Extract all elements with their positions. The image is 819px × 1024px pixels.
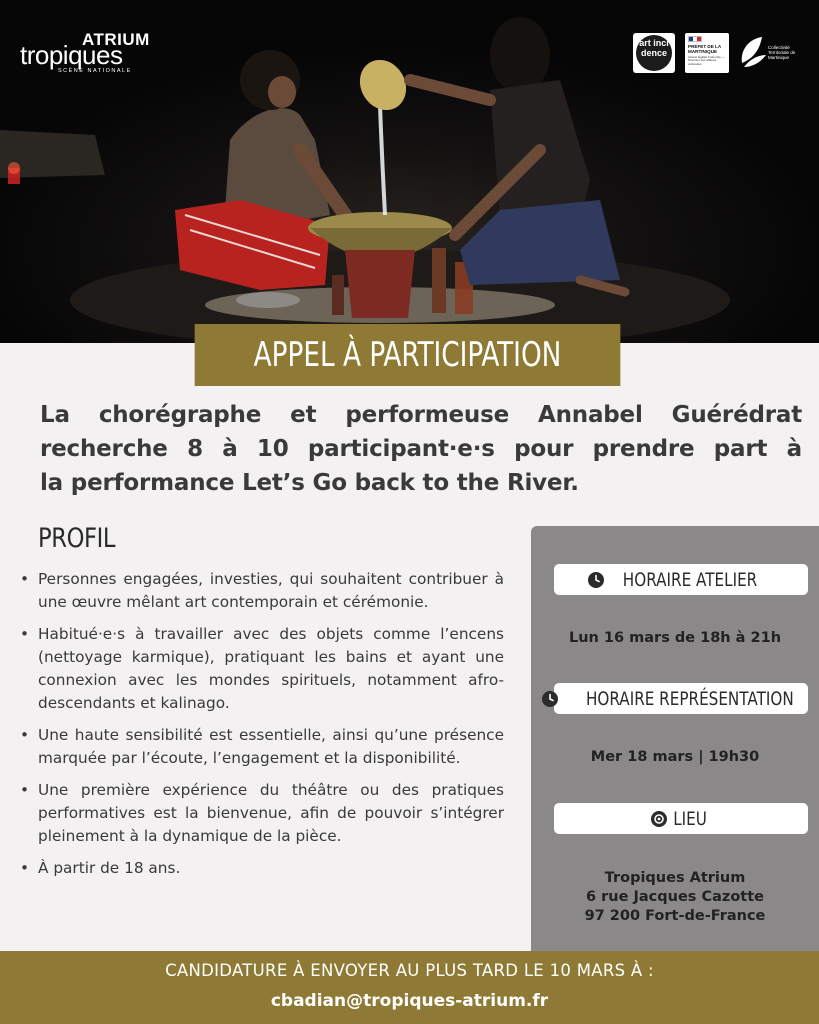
info-panel — [531, 526, 819, 951]
list-item: • Personnes engagées, investies, qui souhaitent contribuer à une œuvre mêlant art contemporain et cérémonie. — [20, 568, 504, 614]
lieu-name: Tropiques Atrium — [604, 870, 746, 886]
contact-email-link[interactable]: cbadian@tropiques-atrium.fr — [270, 991, 549, 1011]
clock-icon — [542, 691, 558, 707]
intro-line-2: recherche 8 à 10 participant·e·s pour prendre part à — [40, 436, 802, 462]
collectivite-martinique-logo — [738, 33, 804, 73]
prefet-sub: Liberté Égalité Fraternité — Direction des affaires culturelles — [688, 55, 725, 66]
deadline-text: CANDIDATURE À ENVOYER AU PLUS TARD LE 10 MARS À : — [165, 961, 654, 980]
collectivite-text: Collectivité Territoriale de Martinique — [768, 45, 796, 60]
logo-atrium-text: ATRIUM — [82, 30, 150, 49]
french-flag-icon — [688, 36, 702, 42]
footer-band — [0, 951, 819, 1024]
prefet-martinique-logo — [685, 33, 729, 73]
lieu-street: 6 rue Jacques Cazotte — [585, 889, 764, 905]
representation-label-text: HORAIRE REPRÉSENTATION — [586, 687, 794, 710]
atelier-schedule-value: Lun 16 mars de 18h à 21h — [568, 630, 782, 646]
list-item: • Une première expérience du théâtre ou des pratiques performatives est la bienvenue, afin de pouvoir s’intégrer pleinement à la dynamique de la pièce. — [20, 779, 504, 848]
profil-heading: PROFIL — [38, 523, 116, 554]
lieu-city: 97 200 Fort-de-France — [584, 908, 766, 924]
logo-scene-nationale-text: SCÈNE NATIONALE — [58, 68, 132, 74]
list-item: • Une haute sensibilité est essentielle, ainsi qu’une présence marquée par l’écoute, l’engagement et la disponibilité. — [20, 724, 504, 770]
clock-icon — [588, 572, 604, 588]
title-banner: APPEL À PARTICIPATION — [195, 324, 621, 386]
atelier-schedule-label — [554, 564, 808, 595]
intro-paragraph — [40, 398, 802, 500]
prefet-title: PRÉFET DE LA MARTINIQUE — [688, 44, 722, 54]
logo-tropiques-text: tropiques — [20, 40, 123, 70]
list-item: • À partir de 18 ans. — [20, 857, 504, 880]
intro-line-1: La chorégraphe et performeuse Annabel Guérédrat — [40, 402, 802, 428]
lieu-label — [554, 803, 808, 834]
representation-schedule-value: Mer 18 mars | 19h30 — [590, 749, 760, 765]
artincidence-logo-text: art inci dence — [636, 35, 672, 71]
lieu-label-text: LIEU — [673, 807, 707, 830]
atelier-label-text: HORAIRE ATELIER — [622, 568, 758, 591]
intro-line-3: la performance Let’s Go back to the River. — [40, 470, 579, 496]
profil-list — [20, 568, 504, 889]
leaf-emblem-icon — [738, 33, 768, 73]
location-pin-icon — [651, 811, 667, 827]
list-item: • Habitué·e·s à travailler avec des objets comme l’encens (nettoyage karmique), pratiquant les bains et ayant une connexion avec les mondes spirituels, notamment afro-descendants et kalinago. — [20, 623, 504, 715]
artincidence-logo — [633, 33, 675, 73]
representation-schedule-label — [554, 683, 808, 714]
